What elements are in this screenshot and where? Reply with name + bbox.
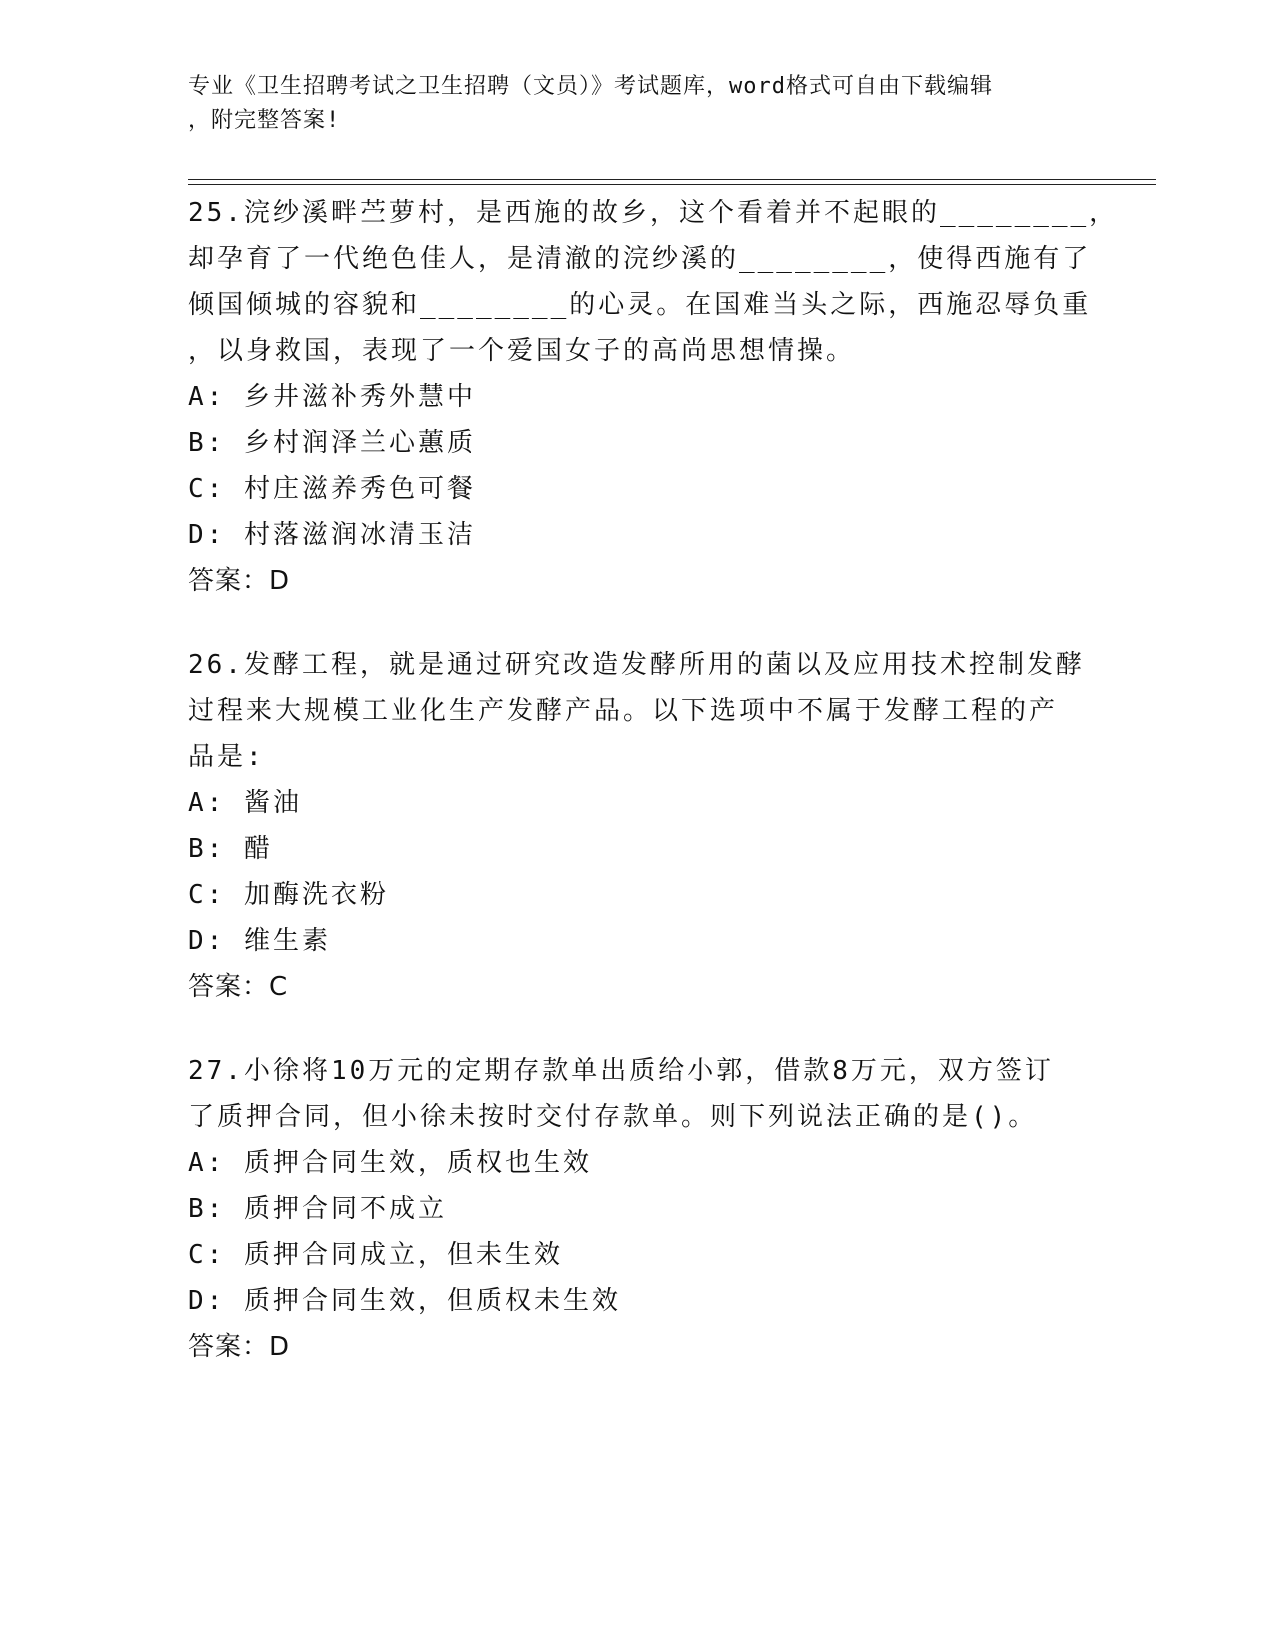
question-stem-line: 25.浣纱溪畔苎萝村，是西施的故乡，这个看着并不起眼的________， [188,198,1119,228]
option-a: A: 质押合同生效，质权也生效 [188,1148,592,1178]
question-stem-line: 品是: [188,742,265,772]
question-stem-line: 了质押合同，但小徐未按时交付存款单。则下列说法正确的是()。 [188,1102,1038,1132]
question-stem-line: 过程来大规模工业化生产发酵产品。以下选项中不属于发酵工程的产 [188,696,1059,726]
header-line-2: ，附完整答案! [188,108,341,133]
answer-text: 答案：C [188,972,289,1002]
option-b: B: 醋 [188,834,273,864]
answer-text: 答案：D [188,1332,291,1362]
question-26 [188,642,1088,1010]
header-rule-bottom [188,184,1156,185]
header-line-1: 专业《卫生招聘考试之卫生招聘（文员）》考试题库，word格式可自由下载编辑 [188,74,993,99]
answer-text: 答案：D [188,566,291,596]
option-b: B: 乡村润泽兰心蕙质 [188,428,476,458]
header-rule-top [188,179,1156,180]
option-c: C: 质押合同成立，但未生效 [188,1240,563,1270]
question-stem-line: 26.发酵工程，就是通过研究改造发酵所用的菌以及应用技术控制发酵 [188,650,1085,680]
document-header [188,70,1068,138]
question-stem-line: 倾国倾城的容貌和________的心灵。在国难当头之际，西施忍辱负重 [188,290,1092,320]
option-a: A: 酱油 [188,788,302,818]
option-d: D: 维生素 [188,926,331,956]
question-stem-line: 27.小徐将10万元的定期存款单出质给小郭，借款8万元，双方签订 [188,1056,1054,1086]
option-b: B: 质押合同不成立 [188,1194,447,1224]
option-a: A: 乡井滋补秀外慧中 [188,382,476,412]
question-stem-line: ，以身救国，表现了一个爱国女子的高尚思想情操。 [188,336,856,366]
option-c: C: 村庄滋养秀色可餐 [188,474,476,504]
question-list [188,190,1119,1408]
option-d: D: 质押合同生效，但质权未生效 [188,1286,621,1316]
question-stem-line: 却孕育了一代绝色佳人，是清澈的浣纱溪的________，使得西施有了 [188,244,1092,274]
question-25 [188,190,1119,604]
question-27 [188,1048,1088,1370]
option-d: D: 村落滋润冰清玉洁 [188,520,476,550]
option-c: C: 加酶洗衣粉 [188,880,389,910]
